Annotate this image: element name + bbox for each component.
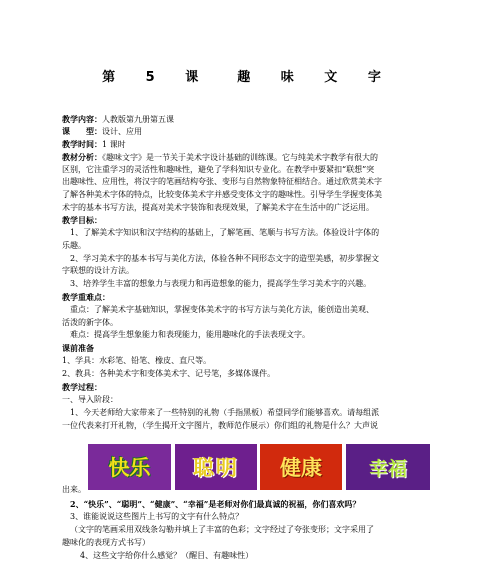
keypoints-heading: 教学重难点： — [62, 292, 110, 302]
question-3: 3、谁能说说这些图片上书写的文字有什么特点？ — [70, 512, 244, 521]
type-value: 设计、应用 — [102, 127, 142, 136]
prep-line: 2、教具：各种美术字和变体美术字、记号笔，多媒体课件。 — [62, 369, 276, 378]
process-line: 一、导入阶段： — [62, 395, 118, 404]
process-line: 1、今天老师给大家带来了一些特别的礼物（手指黑板）希望同学们能够喜欢。请每组派 — [70, 408, 380, 417]
question-2 — [70, 499, 450, 510]
prep-line: 1、学具：水彩笔、铅笔、橡皮、直尺等。 — [62, 356, 212, 365]
word-picture-smart: 聪明 — [175, 444, 257, 490]
question-4: 4、这些文字给你什么感觉？（醒目、有趣味性） — [80, 551, 254, 560]
analysis-line: 出趣味性、应用性，将汉字的笔画结构夸张、变形与自然物象特征相结合。通过欣赏美术字 — [62, 177, 382, 186]
goal-line: 2、学习美术字的基本书写与美化方法，体验各种不同形态文字的造型美感，初步掌握文 — [70, 254, 380, 263]
time-value: 1 课时 — [102, 140, 126, 149]
type-row — [62, 126, 442, 137]
lesson-title: 第 5 课 趣 味 文 字 — [102, 70, 394, 85]
goals-heading: 教学目标： — [62, 215, 102, 225]
analysis-label: 教材分析： — [62, 152, 102, 162]
analysis-text: 《趣味文字》是一节关于美术字设计基础的训练课。它与纯美术字教学有很大的 — [102, 153, 378, 162]
analysis-line: 区别，它注重学习的灵活性和趣味性，避免了学科知识专业化。在教学中要紧扣“联想”突 — [62, 165, 375, 174]
keypoint-line: 难点：提高学生想象能力和表现能力，能用趣味化的手法表现文字。 — [70, 330, 310, 339]
keypoint-line: 活泼的新字体。 — [62, 318, 118, 327]
answer-line: 趣味化的表现方式书写） — [62, 538, 150, 547]
goal-line: 乐趣。 — [62, 241, 86, 250]
goal-line: 字联想的设计方法。 — [62, 266, 134, 275]
keypoint-line: 重点：了解美术字基础知识，掌握变体美术字的书写方法与美化方法，能创造出美观、 — [70, 305, 374, 314]
goal-line: 1、了解美术字知识和汉字结构的基础上，了解笔画、笔顺与书写方法。体验设计字体的 — [70, 228, 380, 237]
content-label: 教学内容： — [62, 114, 102, 124]
word-picture-health: 健康 — [260, 444, 342, 490]
process-line: 一位代表来打开礼物，（学生揭开文字图片，教师范作展示）你们组的礼物是什么？大声说 — [62, 421, 378, 430]
answer-line: （文字的笔画采用双线条勾勒并填上了丰富的色彩；文字经过了夸张变形；文字采用了 — [70, 525, 374, 534]
goal-line: 3、培养学生丰富的想象力与表现力和再造想象的能力，提高学生学习美术字的兴趣。 — [70, 279, 372, 288]
time-row — [62, 139, 442, 150]
process-line-end: 出来。 — [62, 485, 86, 494]
question-2-text: 2、“快乐”、“聪明”、“健康”、“幸福”是老师对你们最真诚的祝福，你们喜欢吗？ — [70, 499, 361, 509]
type-label: 课 型： — [62, 126, 102, 136]
content-value: 人教版第九册第五课 — [102, 115, 174, 124]
word-picture-happiness: 幸福 — [346, 444, 430, 490]
time-label: 教学时间： — [62, 139, 102, 149]
word-picture-happy: 快乐 — [88, 444, 171, 490]
analysis-row — [62, 152, 442, 163]
prep-heading: 课前准备 — [62, 343, 94, 353]
process-heading: 教学过程： — [62, 382, 102, 392]
analysis-line: 了解各种美术字体的特点，比较变体美术字并感受变体文字的趣味性。引导学生学握变体美 — [62, 190, 382, 199]
analysis-line: 术字的基本书写方法，提高对美术字装饰和表现效果，了解美术字在生活中的广泛运用。 — [62, 203, 374, 212]
content-row — [62, 114, 442, 125]
